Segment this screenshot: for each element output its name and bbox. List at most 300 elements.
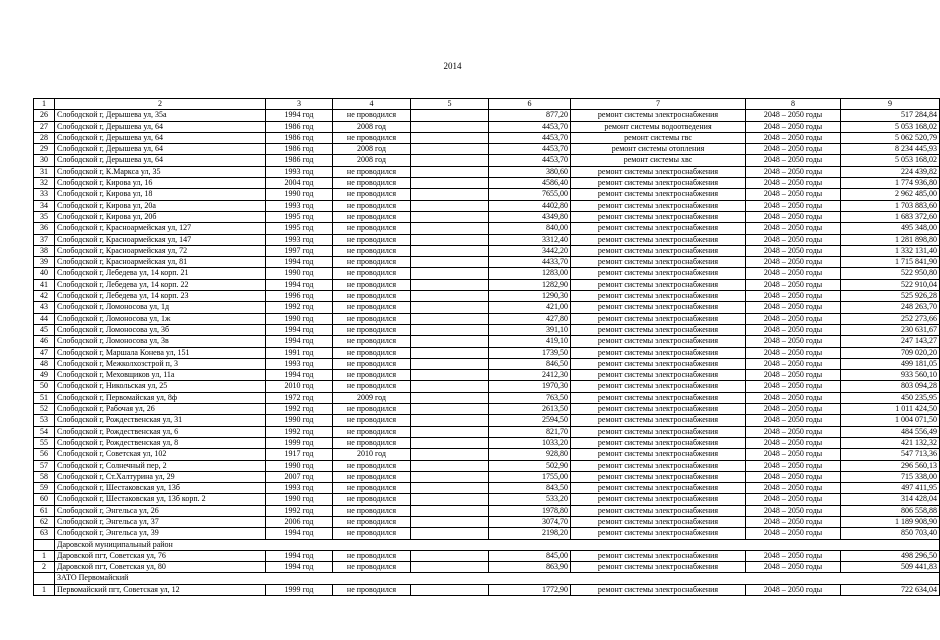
address-cell: Слободской г, Дерышева ул, 35а (55, 110, 266, 121)
last-repair-cell: не проводился (333, 584, 411, 595)
address-cell: Слободской г, Кирова ул, 18 (55, 189, 266, 200)
column-5-cell (411, 437, 489, 448)
row-number-cell: 32 (34, 178, 55, 189)
period-cell: 2048 – 2050 годы (746, 279, 841, 290)
address-cell: Слободской г, Ломоносова ул, 1д (55, 302, 266, 313)
row-number-cell: 29 (34, 144, 55, 155)
table-row (34, 200, 940, 211)
table-row (34, 562, 940, 573)
table-row (34, 313, 940, 324)
column-5-cell (411, 245, 489, 256)
last-repair-cell: 2008 год (333, 121, 411, 132)
period-cell: 2048 – 2050 годы (746, 471, 841, 482)
table-row (34, 347, 940, 358)
period-cell: 2048 – 2050 годы (746, 178, 841, 189)
cost-cell: 421 132,32 (841, 437, 940, 448)
column-5-cell (411, 415, 489, 426)
table-row (34, 245, 940, 256)
cost-cell: 509 441,83 (841, 562, 940, 573)
area-cell: 427,80 (489, 313, 571, 324)
header-cell: 7 (571, 99, 746, 110)
work-type-cell: ремонт системы электроснабжения (571, 257, 746, 268)
column-5-cell (411, 132, 489, 143)
address-cell: Слободской г, Солнечный пер, 2 (55, 460, 266, 471)
work-type-cell: ремонт системы электроснабжения (571, 460, 746, 471)
column-5-cell (411, 449, 489, 460)
work-type-cell: ремонт системы электроснабжения (571, 404, 746, 415)
address-cell: Слободской г, Красноармейская ул, 81 (55, 257, 266, 268)
area-cell: 3442,20 (489, 245, 571, 256)
row-number-cell: 30 (34, 155, 55, 166)
row-number-cell: 36 (34, 223, 55, 234)
work-type-cell: ремонт системы электроснабжения (571, 189, 746, 200)
cost-cell: 517 284,84 (841, 110, 940, 121)
last-repair-cell: не проводился (333, 178, 411, 189)
period-cell: 2048 – 2050 годы (746, 449, 841, 460)
area-cell: 863,90 (489, 562, 571, 573)
work-type-cell: ремонт системы электроснабжения (571, 324, 746, 335)
area-cell: 1970,30 (489, 381, 571, 392)
work-type-cell: ремонт системы электроснабжения (571, 279, 746, 290)
work-type-cell: ремонт системы электроснабжения (571, 336, 746, 347)
column-5-cell (411, 381, 489, 392)
area-cell: 380,60 (489, 166, 571, 177)
cost-cell: 248 263,70 (841, 302, 940, 313)
area-cell: 3312,40 (489, 234, 571, 245)
build-year-cell: 2010 год (266, 381, 333, 392)
row-number-cell: 52 (34, 404, 55, 415)
cost-cell: 5 053 168,02 (841, 121, 940, 132)
period-cell: 2048 – 2050 годы (746, 291, 841, 302)
period-cell: 2048 – 2050 годы (746, 336, 841, 347)
table-row (34, 426, 940, 437)
last-repair-cell: не проводился (333, 336, 411, 347)
work-type-cell: ремонт системы электроснабжения (571, 516, 746, 527)
work-type-cell: ремонт системы электроснабжения (571, 483, 746, 494)
build-year-cell: 1990 год (266, 189, 333, 200)
build-year-cell: 1992 год (266, 505, 333, 516)
last-repair-cell: не проводился (333, 166, 411, 177)
last-repair-cell: не проводился (333, 279, 411, 290)
section-title: Даровской муниципальный район (55, 539, 940, 550)
address-cell: Первомайский пгт, Советская ул, 12 (55, 584, 266, 595)
column-5-cell (411, 550, 489, 561)
last-repair-cell: не проводился (333, 415, 411, 426)
address-cell: Слободской г, Лебедева ул, 14 корп. 23 (55, 291, 266, 302)
header-cell: 9 (841, 99, 940, 110)
cost-cell: 803 094,28 (841, 381, 940, 392)
table-row (34, 494, 940, 505)
cost-cell: 314 428,04 (841, 494, 940, 505)
table-row (34, 404, 940, 415)
area-cell: 821,70 (489, 426, 571, 437)
period-cell: 2048 – 2050 годы (746, 223, 841, 234)
area-cell: 419,10 (489, 336, 571, 347)
cost-cell: 495 348,00 (841, 223, 940, 234)
table-row (34, 155, 940, 166)
row-number-cell: 51 (34, 392, 55, 403)
work-type-cell: ремонт системы электроснабжения (571, 302, 746, 313)
last-repair-cell: 2010 год (333, 449, 411, 460)
work-type-cell: ремонт системы электроснабжения (571, 550, 746, 561)
table-row (34, 189, 940, 200)
address-cell: Слободской г, Ст.Халтурина ул, 29 (55, 471, 266, 482)
row-number-cell: 48 (34, 358, 55, 369)
area-cell: 845,00 (489, 550, 571, 561)
header-cell: 4 (333, 99, 411, 110)
column-5-cell (411, 516, 489, 527)
table-row (34, 392, 940, 403)
work-type-cell: ремонт системы водоотведения (571, 121, 746, 132)
address-cell: Слободской г, Рождественская ул, 6 (55, 426, 266, 437)
area-cell: 1772,90 (489, 584, 571, 595)
work-type-cell: ремонт системы электроснабжения (571, 392, 746, 403)
table-row (34, 257, 940, 268)
table-row (34, 460, 940, 471)
address-cell: Даровской пгт, Советская ул, 80 (55, 562, 266, 573)
column-5-cell (411, 110, 489, 121)
period-cell: 2048 – 2050 годы (746, 347, 841, 358)
build-year-cell: 1990 год (266, 415, 333, 426)
work-type-cell: ремонт системы электроснабжения (571, 223, 746, 234)
work-type-cell: ремонт системы хвс (571, 155, 746, 166)
address-cell: Слободской г, К.Маркса ул, 35 (55, 166, 266, 177)
work-type-cell: ремонт системы электроснабжения (571, 245, 746, 256)
area-cell: 2594,50 (489, 415, 571, 426)
period-cell: 2048 – 2050 годы (746, 404, 841, 415)
cost-cell: 230 631,67 (841, 324, 940, 335)
header-cell: 3 (266, 99, 333, 110)
table-row (34, 449, 940, 460)
cost-cell: 722 634,04 (841, 584, 940, 595)
table-row (34, 302, 940, 313)
last-repair-cell: не проводился (333, 460, 411, 471)
row-number-cell: 33 (34, 189, 55, 200)
column-5-cell (411, 494, 489, 505)
last-repair-cell: 2008 год (333, 155, 411, 166)
build-year-cell: 1990 год (266, 494, 333, 505)
cost-cell: 1 715 841,90 (841, 257, 940, 268)
build-year-cell: 1994 год (266, 562, 333, 573)
build-year-cell: 1986 год (266, 121, 333, 132)
register-table (33, 98, 940, 596)
work-type-cell: ремонт системы электроснабжения (571, 471, 746, 482)
build-year-cell: 1994 год (266, 550, 333, 561)
work-type-cell: ремонт системы электроснабжения (571, 291, 746, 302)
period-cell: 2048 – 2050 годы (746, 505, 841, 516)
table-row (34, 381, 940, 392)
address-cell: Слободской г, Рождественская ул, 31 (55, 415, 266, 426)
cost-cell: 1 703 883,60 (841, 200, 940, 211)
address-cell: Слободской г, Кирова ул, 20б (55, 211, 266, 222)
area-cell: 502,90 (489, 460, 571, 471)
column-5-cell (411, 584, 489, 595)
row-number-cell: 56 (34, 449, 55, 460)
column-5-cell (411, 302, 489, 313)
table-row (34, 516, 940, 527)
row-number-cell: 28 (34, 132, 55, 143)
work-type-cell: ремонт системы электроснабжения (571, 211, 746, 222)
build-year-cell: 1991 год (266, 347, 333, 358)
work-type-cell: ремонт системы электроснабжения (571, 268, 746, 279)
row-number-cell: 49 (34, 370, 55, 381)
column-5-cell (411, 155, 489, 166)
period-cell: 2048 – 2050 годы (746, 313, 841, 324)
section-row (34, 573, 940, 584)
last-repair-cell: не проводился (333, 110, 411, 121)
period-cell: 2048 – 2050 годы (746, 144, 841, 155)
address-cell: Слободской г, Энгельса ул, 37 (55, 516, 266, 527)
table-row (34, 584, 940, 595)
period-cell: 2048 – 2050 годы (746, 550, 841, 561)
table-row (34, 336, 940, 347)
address-cell: Слободской г, Рабочая ул, 26 (55, 404, 266, 415)
work-type-cell: ремонт системы электроснабжения (571, 347, 746, 358)
cost-cell: 1 683 372,60 (841, 211, 940, 222)
table-row (34, 234, 940, 245)
column-5-cell (411, 483, 489, 494)
row-number-cell: 41 (34, 279, 55, 290)
build-year-cell: 1999 год (266, 584, 333, 595)
build-year-cell: 1993 год (266, 358, 333, 369)
row-number-cell: 2 (34, 562, 55, 573)
table-row (34, 211, 940, 222)
address-cell: Слободской г, Никольская ул, 25 (55, 381, 266, 392)
work-type-cell: ремонт системы электроснабжения (571, 528, 746, 539)
address-cell: Слободской г, Энгельса ул, 39 (55, 528, 266, 539)
area-cell: 4453,70 (489, 144, 571, 155)
work-type-cell: ремонт системы электроснабжения (571, 234, 746, 245)
area-cell: 1282,90 (489, 279, 571, 290)
period-cell: 2048 – 2050 годы (746, 370, 841, 381)
work-type-cell: ремонт системы электроснабжения (571, 415, 746, 426)
table-row (34, 144, 940, 155)
last-repair-cell: не проводился (333, 483, 411, 494)
period-cell: 2048 – 2050 годы (746, 155, 841, 166)
address-cell: Слободской г, Шестаковская ул, 13б (55, 483, 266, 494)
work-type-cell: ремонт системы электроснабжения (571, 370, 746, 381)
last-repair-cell: 2009 год (333, 392, 411, 403)
last-repair-cell: не проводился (333, 291, 411, 302)
row-number-cell: 60 (34, 494, 55, 505)
table-row (34, 471, 940, 482)
row-number-cell: 61 (34, 505, 55, 516)
row-number-cell: 27 (34, 121, 55, 132)
row-number-cell: 34 (34, 200, 55, 211)
build-year-cell: 1997 год (266, 245, 333, 256)
build-year-cell: 2007 год (266, 471, 333, 482)
work-type-cell: ремонт системы электроснабжения (571, 381, 746, 392)
last-repair-cell: не проводился (333, 200, 411, 211)
period-cell: 2048 – 2050 годы (746, 189, 841, 200)
row-number-cell: 46 (34, 336, 55, 347)
column-5-cell (411, 189, 489, 200)
build-year-cell: 1993 год (266, 200, 333, 211)
last-repair-cell: не проводился (333, 211, 411, 222)
table-row (34, 132, 940, 143)
row-number-cell: 53 (34, 415, 55, 426)
period-cell: 2048 – 2050 годы (746, 460, 841, 471)
cost-cell: 850 703,40 (841, 528, 940, 539)
area-cell: 1755,00 (489, 471, 571, 482)
cost-cell: 715 338,00 (841, 471, 940, 482)
area-cell: 4453,70 (489, 155, 571, 166)
address-cell: Слободской г, Красноармейская ул, 147 (55, 234, 266, 245)
period-cell: 2048 – 2050 годы (746, 381, 841, 392)
cost-cell: 522 950,80 (841, 268, 940, 279)
column-5-cell (411, 347, 489, 358)
address-cell: Слободской г, Ломоносова ул, 1ж (55, 313, 266, 324)
address-cell: Слободской г, Ломоносова ул, 3в (55, 336, 266, 347)
row-number-cell: 54 (34, 426, 55, 437)
last-repair-cell: не проводился (333, 381, 411, 392)
address-cell: Слободской г, Первомайская ул, 8ф (55, 392, 266, 403)
address-cell: Слободской г, Энгельса ул, 26 (55, 505, 266, 516)
cost-cell: 709 020,20 (841, 347, 940, 358)
column-5-cell (411, 426, 489, 437)
cost-cell: 806 558,88 (841, 505, 940, 516)
last-repair-cell: не проводился (333, 347, 411, 358)
build-year-cell: 1994 год (266, 370, 333, 381)
table-row (34, 324, 940, 335)
column-5-cell (411, 324, 489, 335)
area-cell: 2412,30 (489, 370, 571, 381)
row-number-cell: 57 (34, 460, 55, 471)
area-cell: 928,80 (489, 449, 571, 460)
build-year-cell: 1972 год (266, 392, 333, 403)
work-type-cell: ремонт системы электроснабжения (571, 313, 746, 324)
last-repair-cell: не проводился (333, 132, 411, 143)
work-type-cell: ремонт системы электроснабжения (571, 178, 746, 189)
period-cell: 2048 – 2050 годы (746, 358, 841, 369)
address-cell: Слободской г, Рождественская ул, 8 (55, 437, 266, 448)
row-number-cell: 62 (34, 516, 55, 527)
address-cell: Слободской г, Советская ул, 102 (55, 449, 266, 460)
row-number-cell: 63 (34, 528, 55, 539)
area-cell: 4433,70 (489, 257, 571, 268)
row-number-cell: 45 (34, 324, 55, 335)
cost-cell: 296 560,13 (841, 460, 940, 471)
cost-cell: 933 560,10 (841, 370, 940, 381)
row-number-cell: 39 (34, 257, 55, 268)
column-5-cell (411, 358, 489, 369)
table-row (34, 505, 940, 516)
table-row (34, 121, 940, 132)
area-cell: 3074,70 (489, 516, 571, 527)
column-5-cell (411, 528, 489, 539)
row-number-cell: 59 (34, 483, 55, 494)
area-cell: 7655,00 (489, 189, 571, 200)
period-cell: 2048 – 2050 годы (746, 302, 841, 313)
page-year: 2014 (443, 61, 462, 71)
last-repair-cell: не проводился (333, 268, 411, 279)
cost-cell: 522 910,04 (841, 279, 940, 290)
last-repair-cell: не проводился (333, 404, 411, 415)
period-cell: 2048 – 2050 годы (746, 483, 841, 494)
last-repair-cell: не проводился (333, 324, 411, 335)
column-5-cell (411, 268, 489, 279)
section-spacer-cell (34, 539, 55, 550)
build-year-cell: 1993 год (266, 234, 333, 245)
table-row (34, 291, 940, 302)
last-repair-cell: не проводился (333, 516, 411, 527)
area-cell: 4402,80 (489, 200, 571, 211)
build-year-cell: 1994 год (266, 528, 333, 539)
build-year-cell: 1990 год (266, 313, 333, 324)
cost-cell: 1 281 898,80 (841, 234, 940, 245)
area-cell: 877,20 (489, 110, 571, 121)
row-number-cell: 43 (34, 302, 55, 313)
build-year-cell: 1990 год (266, 460, 333, 471)
period-cell: 2048 – 2050 годы (746, 268, 841, 279)
build-year-cell: 1993 год (266, 483, 333, 494)
build-year-cell: 1995 год (266, 223, 333, 234)
build-year-cell: 1994 год (266, 110, 333, 121)
period-cell: 2048 – 2050 годы (746, 392, 841, 403)
header-cell: 8 (746, 99, 841, 110)
header-cell: 6 (489, 99, 571, 110)
cost-cell: 484 556,49 (841, 426, 940, 437)
area-cell: 533,20 (489, 494, 571, 505)
column-5-cell (411, 257, 489, 268)
last-repair-cell: не проводился (333, 437, 411, 448)
work-type-cell: ремонт системы электроснабжения (571, 505, 746, 516)
build-year-cell: 1996 год (266, 291, 333, 302)
column-5-cell (411, 471, 489, 482)
address-cell: Слободской г, Дерышева ул, 64 (55, 144, 266, 155)
last-repair-cell: не проводился (333, 471, 411, 482)
area-cell: 4586,40 (489, 178, 571, 189)
cost-cell: 1 011 424,50 (841, 404, 940, 415)
column-5-cell (411, 313, 489, 324)
column-5-cell (411, 200, 489, 211)
address-cell: Слободской г, Меховщиков ул, 11а (55, 370, 266, 381)
section-spacer-cell (34, 573, 55, 584)
last-repair-cell: не проводился (333, 223, 411, 234)
cost-cell: 2 962 485,00 (841, 189, 940, 200)
address-cell: Слободской г, Лебедева ул, 14 корп. 21 (55, 268, 266, 279)
cost-cell: 497 411,95 (841, 483, 940, 494)
row-number-cell: 37 (34, 234, 55, 245)
work-type-cell: ремонт системы электроснабжения (571, 358, 746, 369)
last-repair-cell: не проводился (333, 358, 411, 369)
table-row (34, 550, 940, 561)
build-year-cell: 1986 год (266, 132, 333, 143)
build-year-cell: 1986 год (266, 155, 333, 166)
table-row (34, 223, 940, 234)
period-cell: 2048 – 2050 годы (746, 234, 841, 245)
cost-cell: 1 004 071,50 (841, 415, 940, 426)
work-type-cell: ремонт системы электроснабжения (571, 449, 746, 460)
address-cell: Слободской г, Красноармейская ул, 72 (55, 245, 266, 256)
build-year-cell: 2006 год (266, 516, 333, 527)
period-cell: 2048 – 2050 годы (746, 562, 841, 573)
area-cell: 1290,30 (489, 291, 571, 302)
row-number-cell: 1 (34, 584, 55, 595)
address-cell: Слободской г, Межколхозстрой п, 3 (55, 358, 266, 369)
last-repair-cell: не проводился (333, 370, 411, 381)
row-number-cell: 44 (34, 313, 55, 324)
period-cell: 2048 – 2050 годы (746, 110, 841, 121)
row-number-cell: 42 (34, 291, 55, 302)
table-row (34, 178, 940, 189)
address-cell: Даровской пгт, Советская ул, 76 (55, 550, 266, 561)
cost-cell: 450 235,95 (841, 392, 940, 403)
cost-cell: 5 062 520,79 (841, 132, 940, 143)
cost-cell: 252 273,66 (841, 313, 940, 324)
work-type-cell: ремонт системы гвс (571, 132, 746, 143)
period-cell: 2048 – 2050 годы (746, 245, 841, 256)
